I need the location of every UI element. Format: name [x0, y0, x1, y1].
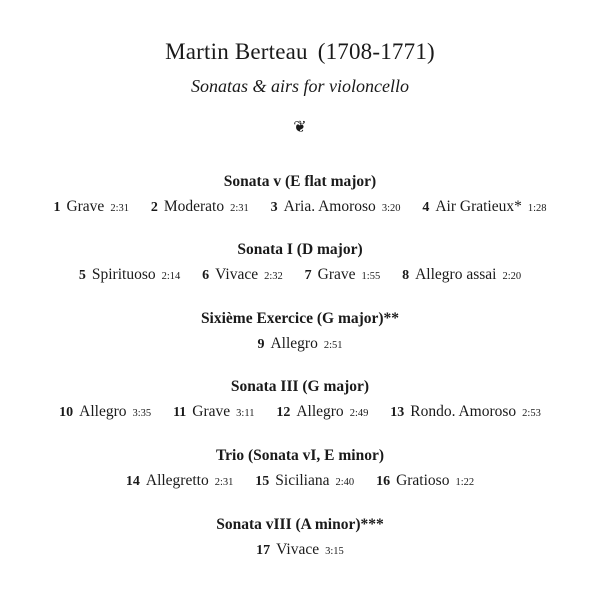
track-duration: 3:35 [132, 408, 152, 419]
track-list [0, 265, 600, 287]
track-number: 4 [422, 200, 430, 215]
track-duration: 2:31 [110, 203, 129, 214]
track-number: 10 [59, 405, 74, 420]
track-title: Allegretto [145, 472, 209, 489]
track-item [173, 402, 254, 424]
track-duration: 3:11 [236, 408, 255, 419]
track-number: 8 [402, 268, 410, 283]
track-title: Air Gratieux* [435, 198, 522, 215]
track-item [59, 402, 151, 424]
track-number: 11 [173, 405, 187, 420]
track-duration: 2:20 [502, 271, 522, 282]
track-item [305, 265, 381, 287]
section-title: Sonata vIII (A minor)*** [216, 516, 384, 533]
section-sonata-iii [0, 377, 600, 424]
section-title: Sonata III (G major) [230, 378, 370, 395]
fleuron-icon: ❦ [293, 119, 307, 136]
track-item [376, 471, 474, 493]
track-duration: 3:20 [381, 203, 401, 214]
track-title: Grave [317, 266, 356, 283]
track-item [390, 402, 541, 424]
section-title: Sonata I (D major) [237, 241, 363, 258]
track-item [276, 402, 368, 424]
track-title: Allegro [270, 335, 318, 352]
track-item [255, 471, 354, 493]
composer-name: Martin Berteau [165, 39, 308, 64]
track-title: Grave [66, 198, 105, 215]
track-title: Allegro assai [415, 266, 497, 283]
composer-years: (1708-1771) [317, 39, 435, 64]
track-duration: 2:14 [161, 271, 181, 282]
section-title: Sonata v (E flat major) [223, 173, 377, 190]
track-title: Aria. Amoroso [283, 198, 376, 215]
track-title: Vivace [276, 541, 320, 558]
section-sonata-v [0, 172, 600, 219]
track-number: 2 [150, 200, 158, 215]
track-title: Siciliana [275, 472, 330, 489]
track-number: 12 [276, 405, 291, 420]
track-title: Allegro [296, 403, 344, 420]
track-title: Spirituoso [91, 266, 156, 283]
track-title: Vivace [215, 266, 259, 283]
album-subtitle: Sonatas & airs for violoncello [191, 76, 409, 96]
track-title: Gratioso [396, 472, 450, 489]
track-title: Allegro [79, 403, 127, 420]
track-item [151, 197, 249, 219]
track-duration: 2:31 [230, 203, 249, 214]
track-item [271, 197, 401, 219]
section-sonata-i [0, 240, 600, 287]
track-number: 17 [256, 543, 271, 558]
track-duration: 2:32 [264, 271, 283, 282]
track-list [0, 197, 600, 219]
track-item [79, 265, 180, 287]
track-item [53, 197, 129, 219]
track-duration: 2:40 [335, 477, 355, 488]
track-duration: 2:49 [349, 408, 369, 419]
track-duration: 1:28 [527, 203, 547, 214]
section-title: Sixième Exercice (G major)** [200, 310, 400, 327]
track-number: 7 [304, 268, 312, 283]
track-duration: 1:22 [455, 477, 475, 488]
track-list [0, 402, 600, 424]
track-duration: 3:15 [325, 546, 344, 557]
track-duration: 2:31 [214, 477, 234, 488]
track-item [202, 265, 283, 287]
section-sixieme-exercice [0, 309, 600, 356]
track-item [256, 540, 344, 562]
track-duration: 1:55 [361, 271, 381, 282]
track-list [0, 334, 600, 356]
track-title: Rondo. Amoroso [410, 403, 517, 420]
track-item [422, 197, 546, 219]
section-sonata-viii [0, 515, 600, 562]
section-title: Trio (Sonata vI, E minor) [215, 447, 385, 464]
track-title: Grave [192, 403, 231, 420]
track-item [257, 334, 342, 356]
track-list [0, 540, 600, 562]
album-title [0, 39, 600, 65]
track-duration: 2:53 [522, 408, 541, 419]
section-trio [0, 446, 600, 493]
track-number: 14 [125, 474, 140, 489]
track-number: 5 [78, 268, 86, 283]
track-item [402, 265, 521, 287]
track-number: 6 [202, 268, 210, 283]
track-number: 1 [53, 200, 61, 215]
track-list [0, 471, 600, 493]
track-number: 15 [255, 474, 270, 489]
track-number: 16 [376, 474, 391, 489]
track-number: 13 [390, 405, 405, 420]
track-item [126, 471, 234, 493]
track-title: Moderato [163, 198, 225, 215]
track-number: 3 [270, 200, 278, 215]
track-duration: 2:51 [323, 340, 343, 351]
track-number: 9 [257, 337, 265, 352]
